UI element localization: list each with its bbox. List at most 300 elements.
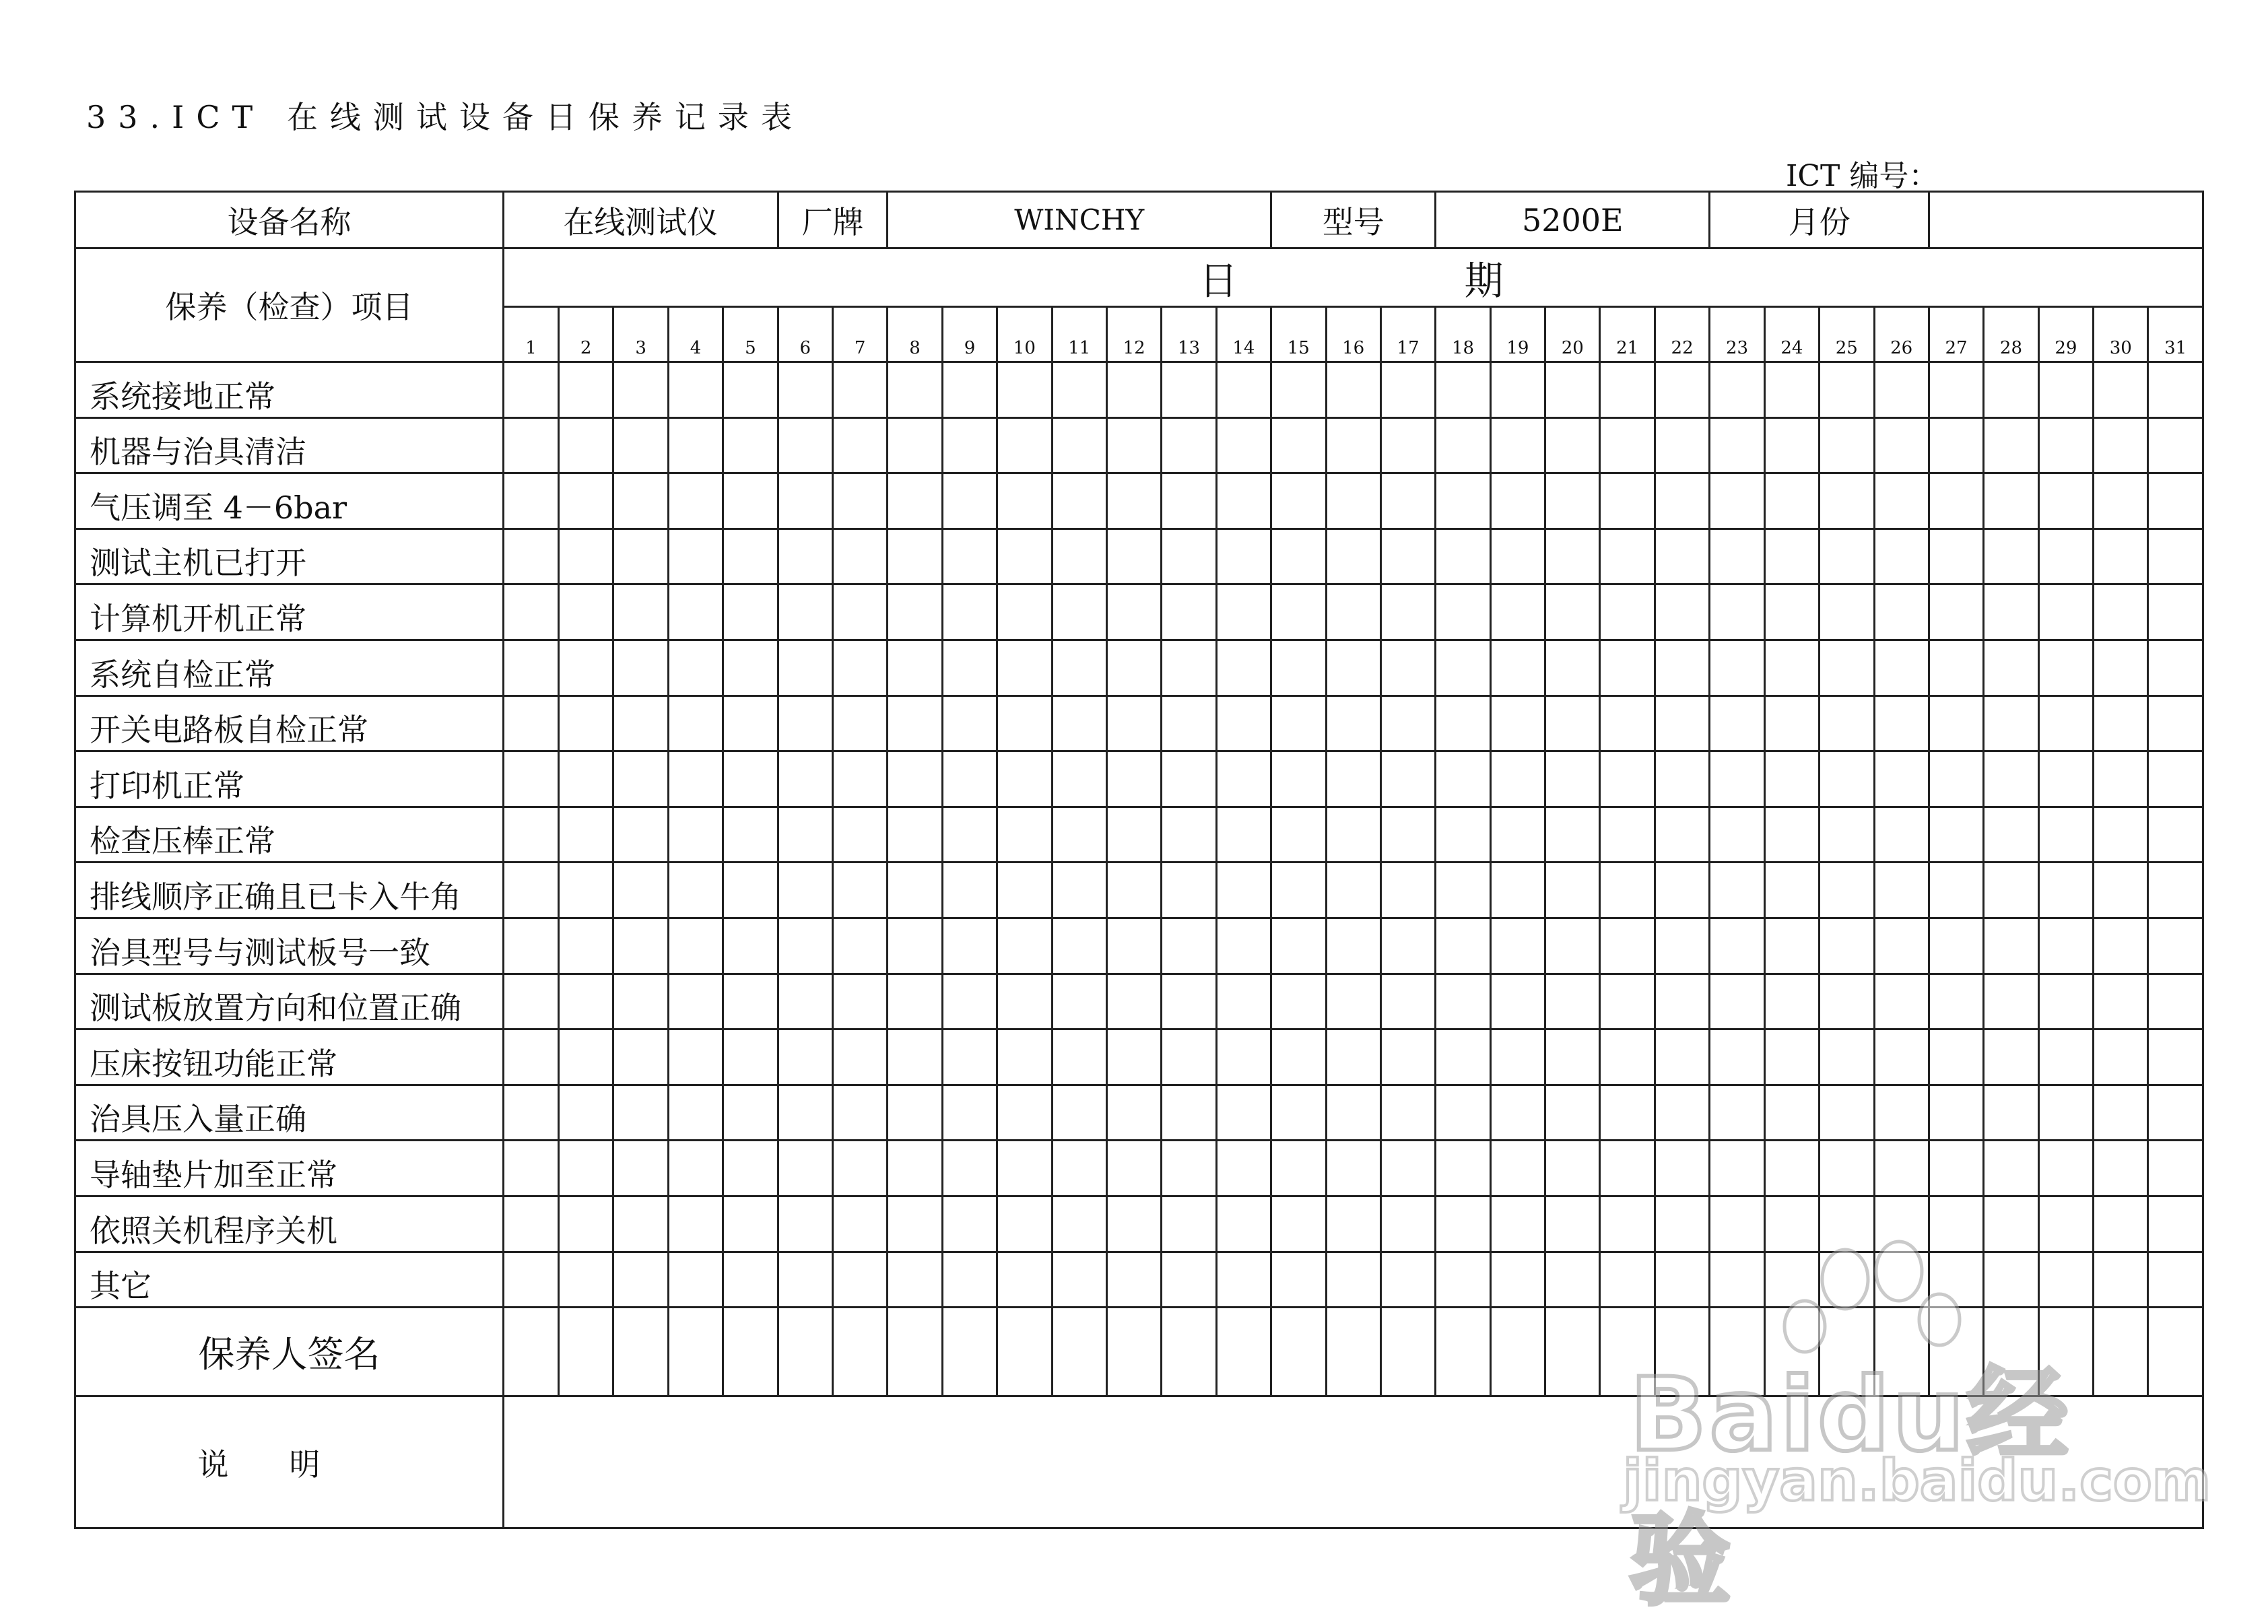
check-cell[interactable] xyxy=(1490,473,1545,529)
check-cell[interactable] xyxy=(1874,974,1929,1029)
check-cell[interactable] xyxy=(1052,1252,1106,1308)
check-cell[interactable] xyxy=(997,751,1052,807)
check-cell[interactable] xyxy=(723,529,778,584)
check-cell[interactable] xyxy=(1820,1085,1874,1141)
check-cell[interactable] xyxy=(504,1085,559,1141)
check-cell[interactable] xyxy=(723,584,778,640)
check-cell[interactable] xyxy=(1106,862,1161,918)
check-cell[interactable] xyxy=(2094,584,2148,640)
check-cell[interactable] xyxy=(668,751,723,807)
signature-cell[interactable] xyxy=(1600,1308,1655,1396)
signature-cell[interactable] xyxy=(888,1308,942,1396)
check-cell[interactable] xyxy=(1326,1141,1380,1196)
check-cell[interactable] xyxy=(1052,1196,1106,1252)
check-cell[interactable] xyxy=(1271,1085,1326,1141)
check-cell[interactable] xyxy=(1929,1029,1983,1085)
check-cell[interactable] xyxy=(504,1141,559,1196)
check-cell[interactable] xyxy=(613,862,668,918)
check-cell[interactable] xyxy=(1655,640,1709,696)
check-cell[interactable] xyxy=(1162,696,1216,751)
check-cell[interactable] xyxy=(2038,1141,2093,1196)
check-cell[interactable] xyxy=(1764,1196,1819,1252)
check-cell[interactable] xyxy=(778,640,832,696)
check-cell[interactable] xyxy=(1984,640,2038,696)
check-cell[interactable] xyxy=(1162,1029,1216,1085)
check-cell[interactable] xyxy=(832,362,887,418)
check-cell[interactable] xyxy=(1600,1196,1655,1252)
check-cell[interactable] xyxy=(504,807,559,862)
check-cell[interactable] xyxy=(1380,584,1435,640)
check-cell[interactable] xyxy=(1820,751,1874,807)
check-cell[interactable] xyxy=(1984,696,2038,751)
check-cell[interactable] xyxy=(1710,696,1764,751)
check-cell[interactable] xyxy=(1436,974,1490,1029)
signature-cell[interactable] xyxy=(1929,1308,1983,1396)
check-cell[interactable] xyxy=(942,974,997,1029)
check-cell[interactable] xyxy=(1710,1029,1764,1085)
check-cell[interactable] xyxy=(723,974,778,1029)
check-cell[interactable] xyxy=(832,1252,887,1308)
signature-cell[interactable] xyxy=(1655,1308,1709,1396)
check-cell[interactable] xyxy=(2148,1252,2203,1308)
check-cell[interactable] xyxy=(1271,529,1326,584)
check-cell[interactable] xyxy=(1984,417,2038,473)
check-cell[interactable] xyxy=(1655,417,1709,473)
check-cell[interactable] xyxy=(1052,696,1106,751)
check-cell[interactable] xyxy=(1162,1141,1216,1196)
signature-cell[interactable] xyxy=(1436,1308,1490,1396)
check-cell[interactable] xyxy=(1929,807,1983,862)
check-cell[interactable] xyxy=(1655,862,1709,918)
check-cell[interactable] xyxy=(1106,1252,1161,1308)
signature-cell[interactable] xyxy=(723,1308,778,1396)
check-cell[interactable] xyxy=(832,417,887,473)
check-cell[interactable] xyxy=(832,918,887,974)
check-cell[interactable] xyxy=(1436,529,1490,584)
check-cell[interactable] xyxy=(942,696,997,751)
check-cell[interactable] xyxy=(504,529,559,584)
check-cell[interactable] xyxy=(1655,807,1709,862)
check-cell[interactable] xyxy=(1106,529,1161,584)
check-cell[interactable] xyxy=(1162,807,1216,862)
check-cell[interactable] xyxy=(668,584,723,640)
check-cell[interactable] xyxy=(1820,473,1874,529)
check-cell[interactable] xyxy=(832,862,887,918)
signature-cell[interactable] xyxy=(504,1308,559,1396)
check-cell[interactable] xyxy=(1710,1141,1764,1196)
check-cell[interactable] xyxy=(778,696,832,751)
signature-cell[interactable] xyxy=(832,1308,887,1396)
check-cell[interactable] xyxy=(1052,974,1106,1029)
check-cell[interactable] xyxy=(1271,362,1326,418)
check-cell[interactable] xyxy=(1052,807,1106,862)
check-cell[interactable] xyxy=(1380,696,1435,751)
check-cell[interactable] xyxy=(1874,862,1929,918)
check-cell[interactable] xyxy=(723,1085,778,1141)
check-cell[interactable] xyxy=(1874,1085,1929,1141)
check-cell[interactable] xyxy=(613,751,668,807)
signature-cell[interactable] xyxy=(559,1308,613,1396)
check-cell[interactable] xyxy=(1271,974,1326,1029)
check-cell[interactable] xyxy=(1710,1196,1764,1252)
check-cell[interactable] xyxy=(1764,640,1819,696)
check-cell[interactable] xyxy=(942,417,997,473)
check-cell[interactable] xyxy=(1326,862,1380,918)
check-cell[interactable] xyxy=(888,362,942,418)
check-cell[interactable] xyxy=(613,807,668,862)
check-cell[interactable] xyxy=(1106,473,1161,529)
check-cell[interactable] xyxy=(2094,417,2148,473)
check-cell[interactable] xyxy=(1984,1252,2038,1308)
check-cell[interactable] xyxy=(1436,1252,1490,1308)
check-cell[interactable] xyxy=(1710,918,1764,974)
check-cell[interactable] xyxy=(2148,1196,2203,1252)
check-cell[interactable] xyxy=(1162,529,1216,584)
check-cell[interactable] xyxy=(1820,1141,1874,1196)
check-cell[interactable] xyxy=(1545,918,1600,974)
check-cell[interactable] xyxy=(997,1029,1052,1085)
check-cell[interactable] xyxy=(1216,1252,1271,1308)
check-cell[interactable] xyxy=(504,751,559,807)
check-cell[interactable] xyxy=(942,751,997,807)
check-cell[interactable] xyxy=(1271,584,1326,640)
check-cell[interactable] xyxy=(1764,807,1819,862)
check-cell[interactable] xyxy=(1326,473,1380,529)
check-cell[interactable] xyxy=(1162,640,1216,696)
check-cell[interactable] xyxy=(504,362,559,418)
check-cell[interactable] xyxy=(1271,918,1326,974)
check-cell[interactable] xyxy=(888,417,942,473)
check-cell[interactable] xyxy=(613,417,668,473)
check-cell[interactable] xyxy=(2038,751,2093,807)
check-cell[interactable] xyxy=(559,1029,613,1085)
check-cell[interactable] xyxy=(1710,807,1764,862)
signature-cell[interactable] xyxy=(668,1308,723,1396)
check-cell[interactable] xyxy=(888,473,942,529)
check-cell[interactable] xyxy=(1655,1141,1709,1196)
check-cell[interactable] xyxy=(2038,417,2093,473)
check-cell[interactable] xyxy=(1929,696,1983,751)
check-cell[interactable] xyxy=(778,974,832,1029)
check-cell[interactable] xyxy=(1106,1029,1161,1085)
check-cell[interactable] xyxy=(1380,1252,1435,1308)
check-cell[interactable] xyxy=(2148,974,2203,1029)
check-cell[interactable] xyxy=(1600,1141,1655,1196)
check-cell[interactable] xyxy=(1436,1196,1490,1252)
check-cell[interactable] xyxy=(1490,1196,1545,1252)
check-cell[interactable] xyxy=(2038,1085,2093,1141)
check-cell[interactable] xyxy=(1216,918,1271,974)
check-cell[interactable] xyxy=(1764,751,1819,807)
check-cell[interactable] xyxy=(2094,640,2148,696)
check-cell[interactable] xyxy=(888,640,942,696)
check-cell[interactable] xyxy=(1162,918,1216,974)
check-cell[interactable] xyxy=(888,751,942,807)
check-cell[interactable] xyxy=(1984,529,2038,584)
check-cell[interactable] xyxy=(1106,696,1161,751)
check-cell[interactable] xyxy=(1216,417,1271,473)
check-cell[interactable] xyxy=(1874,807,1929,862)
check-cell[interactable] xyxy=(1380,1196,1435,1252)
signature-cell[interactable] xyxy=(1984,1308,2038,1396)
signature-cell[interactable] xyxy=(942,1308,997,1396)
check-cell[interactable] xyxy=(613,1029,668,1085)
check-cell[interactable] xyxy=(778,1196,832,1252)
check-cell[interactable] xyxy=(1820,584,1874,640)
check-cell[interactable] xyxy=(1436,584,1490,640)
check-cell[interactable] xyxy=(723,1029,778,1085)
signature-cell[interactable] xyxy=(1106,1308,1161,1396)
check-cell[interactable] xyxy=(2038,862,2093,918)
check-cell[interactable] xyxy=(2094,974,2148,1029)
check-cell[interactable] xyxy=(942,640,997,696)
check-cell[interactable] xyxy=(1326,974,1380,1029)
check-cell[interactable] xyxy=(1490,417,1545,473)
check-cell[interactable] xyxy=(832,807,887,862)
check-cell[interactable] xyxy=(1162,1085,1216,1141)
check-cell[interactable] xyxy=(2038,807,2093,862)
check-cell[interactable] xyxy=(1874,751,1929,807)
signature-cell[interactable] xyxy=(613,1308,668,1396)
check-cell[interactable] xyxy=(1216,751,1271,807)
check-cell[interactable] xyxy=(668,417,723,473)
check-cell[interactable] xyxy=(1106,918,1161,974)
check-cell[interactable] xyxy=(1600,1085,1655,1141)
check-cell[interactable] xyxy=(613,974,668,1029)
check-cell[interactable] xyxy=(997,1141,1052,1196)
check-cell[interactable] xyxy=(1600,1252,1655,1308)
check-cell[interactable] xyxy=(942,1196,997,1252)
check-cell[interactable] xyxy=(1710,1085,1764,1141)
check-cell[interactable] xyxy=(778,918,832,974)
check-cell[interactable] xyxy=(1162,473,1216,529)
check-cell[interactable] xyxy=(1490,584,1545,640)
check-cell[interactable] xyxy=(1490,918,1545,974)
check-cell[interactable] xyxy=(888,529,942,584)
check-cell[interactable] xyxy=(1655,696,1709,751)
check-cell[interactable] xyxy=(559,1196,613,1252)
check-cell[interactable] xyxy=(1326,918,1380,974)
check-cell[interactable] xyxy=(613,1141,668,1196)
check-cell[interactable] xyxy=(2148,640,2203,696)
check-cell[interactable] xyxy=(1764,473,1819,529)
check-cell[interactable] xyxy=(1380,807,1435,862)
check-cell[interactable] xyxy=(2038,584,2093,640)
check-cell[interactable] xyxy=(1052,473,1106,529)
check-cell[interactable] xyxy=(1052,751,1106,807)
check-cell[interactable] xyxy=(1874,473,1929,529)
signature-cell[interactable] xyxy=(1052,1308,1106,1396)
check-cell[interactable] xyxy=(504,918,559,974)
check-cell[interactable] xyxy=(1216,473,1271,529)
check-cell[interactable] xyxy=(1929,529,1983,584)
check-cell[interactable] xyxy=(1380,918,1435,974)
check-cell[interactable] xyxy=(613,640,668,696)
check-cell[interactable] xyxy=(1380,1029,1435,1085)
check-cell[interactable] xyxy=(1710,751,1764,807)
check-cell[interactable] xyxy=(2038,918,2093,974)
check-cell[interactable] xyxy=(778,807,832,862)
check-cell[interactable] xyxy=(1929,640,1983,696)
check-cell[interactable] xyxy=(1545,640,1600,696)
check-cell[interactable] xyxy=(1710,974,1764,1029)
check-cell[interactable] xyxy=(723,1141,778,1196)
check-cell[interactable] xyxy=(613,1196,668,1252)
check-cell[interactable] xyxy=(613,584,668,640)
check-cell[interactable] xyxy=(1271,1252,1326,1308)
check-cell[interactable] xyxy=(888,1196,942,1252)
check-cell[interactable] xyxy=(888,807,942,862)
check-cell[interactable] xyxy=(504,584,559,640)
check-cell[interactable] xyxy=(1820,529,1874,584)
check-cell[interactable] xyxy=(832,584,887,640)
check-cell[interactable] xyxy=(1380,862,1435,918)
check-cell[interactable] xyxy=(1545,1085,1600,1141)
check-cell[interactable] xyxy=(1655,1252,1709,1308)
check-cell[interactable] xyxy=(1106,751,1161,807)
check-cell[interactable] xyxy=(1436,473,1490,529)
signature-cell[interactable] xyxy=(2148,1308,2203,1396)
check-cell[interactable] xyxy=(997,807,1052,862)
check-cell[interactable] xyxy=(1545,974,1600,1029)
check-cell[interactable] xyxy=(832,1085,887,1141)
check-cell[interactable] xyxy=(1162,417,1216,473)
check-cell[interactable] xyxy=(1216,1029,1271,1085)
signature-cell[interactable] xyxy=(1545,1308,1600,1396)
check-cell[interactable] xyxy=(1764,1029,1819,1085)
check-cell[interactable] xyxy=(888,862,942,918)
check-cell[interactable] xyxy=(1326,751,1380,807)
check-cell[interactable] xyxy=(1600,696,1655,751)
check-cell[interactable] xyxy=(997,974,1052,1029)
check-cell[interactable] xyxy=(1984,974,2038,1029)
signature-cell[interactable] xyxy=(1216,1308,1271,1396)
check-cell[interactable] xyxy=(1106,974,1161,1029)
check-cell[interactable] xyxy=(1271,640,1326,696)
check-cell[interactable] xyxy=(997,1252,1052,1308)
check-cell[interactable] xyxy=(1380,1141,1435,1196)
check-cell[interactable] xyxy=(1874,696,1929,751)
check-cell[interactable] xyxy=(668,529,723,584)
check-cell[interactable] xyxy=(1710,862,1764,918)
check-cell[interactable] xyxy=(1436,1141,1490,1196)
check-cell[interactable] xyxy=(1600,1029,1655,1085)
check-cell[interactable] xyxy=(613,473,668,529)
check-cell[interactable] xyxy=(997,529,1052,584)
signature-cell[interactable] xyxy=(1326,1308,1380,1396)
signature-cell[interactable] xyxy=(778,1308,832,1396)
check-cell[interactable] xyxy=(1874,918,1929,974)
check-cell[interactable] xyxy=(832,473,887,529)
check-cell[interactable] xyxy=(1490,640,1545,696)
signature-cell[interactable] xyxy=(1271,1308,1326,1396)
check-cell[interactable] xyxy=(1874,640,1929,696)
check-cell[interactable] xyxy=(1271,417,1326,473)
check-cell[interactable] xyxy=(1820,974,1874,1029)
check-cell[interactable] xyxy=(1655,529,1709,584)
check-cell[interactable] xyxy=(832,1029,887,1085)
check-cell[interactable] xyxy=(1436,751,1490,807)
check-cell[interactable] xyxy=(1216,529,1271,584)
check-cell[interactable] xyxy=(1271,1196,1326,1252)
check-cell[interactable] xyxy=(1216,807,1271,862)
check-cell[interactable] xyxy=(1162,751,1216,807)
check-cell[interactable] xyxy=(559,862,613,918)
check-cell[interactable] xyxy=(1216,974,1271,1029)
check-cell[interactable] xyxy=(1380,362,1435,418)
check-cell[interactable] xyxy=(1655,918,1709,974)
check-cell[interactable] xyxy=(1764,417,1819,473)
signature-cell[interactable] xyxy=(1490,1308,1545,1396)
check-cell[interactable] xyxy=(1490,807,1545,862)
check-cell[interactable] xyxy=(2094,1029,2148,1085)
check-cell[interactable] xyxy=(723,640,778,696)
check-cell[interactable] xyxy=(723,362,778,418)
check-cell[interactable] xyxy=(2038,1252,2093,1308)
check-cell[interactable] xyxy=(1326,640,1380,696)
check-cell[interactable] xyxy=(559,1252,613,1308)
check-cell[interactable] xyxy=(1600,417,1655,473)
check-cell[interactable] xyxy=(2148,362,2203,418)
check-cell[interactable] xyxy=(778,862,832,918)
check-cell[interactable] xyxy=(1600,918,1655,974)
check-cell[interactable] xyxy=(888,1085,942,1141)
check-cell[interactable] xyxy=(1929,862,1983,918)
check-cell[interactable] xyxy=(1874,529,1929,584)
check-cell[interactable] xyxy=(888,918,942,974)
check-cell[interactable] xyxy=(1436,918,1490,974)
check-cell[interactable] xyxy=(1052,862,1106,918)
check-cell[interactable] xyxy=(1326,529,1380,584)
check-cell[interactable] xyxy=(1655,751,1709,807)
check-cell[interactable] xyxy=(668,1141,723,1196)
check-cell[interactable] xyxy=(1545,417,1600,473)
check-cell[interactable] xyxy=(723,696,778,751)
check-cell[interactable] xyxy=(1162,1252,1216,1308)
check-cell[interactable] xyxy=(1600,473,1655,529)
month-value[interactable] xyxy=(1929,192,2203,248)
check-cell[interactable] xyxy=(942,584,997,640)
check-cell[interactable] xyxy=(723,751,778,807)
check-cell[interactable] xyxy=(888,974,942,1029)
check-cell[interactable] xyxy=(1380,473,1435,529)
check-cell[interactable] xyxy=(613,696,668,751)
check-cell[interactable] xyxy=(723,918,778,974)
check-cell[interactable] xyxy=(2148,751,2203,807)
check-cell[interactable] xyxy=(1106,1196,1161,1252)
check-cell[interactable] xyxy=(1326,807,1380,862)
check-cell[interactable] xyxy=(1820,696,1874,751)
check-cell[interactable] xyxy=(1820,862,1874,918)
check-cell[interactable] xyxy=(997,640,1052,696)
check-cell[interactable] xyxy=(778,473,832,529)
check-cell[interactable] xyxy=(1655,1085,1709,1141)
check-cell[interactable] xyxy=(1984,1085,2038,1141)
check-cell[interactable] xyxy=(1490,1029,1545,1085)
check-cell[interactable] xyxy=(1216,1141,1271,1196)
check-cell[interactable] xyxy=(2038,529,2093,584)
notes-field[interactable] xyxy=(504,1396,2203,1528)
check-cell[interactable] xyxy=(1820,362,1874,418)
check-cell[interactable] xyxy=(1545,473,1600,529)
check-cell[interactable] xyxy=(1052,584,1106,640)
check-cell[interactable] xyxy=(1162,862,1216,918)
check-cell[interactable] xyxy=(1764,1141,1819,1196)
check-cell[interactable] xyxy=(1216,584,1271,640)
check-cell[interactable] xyxy=(1929,1252,1983,1308)
check-cell[interactable] xyxy=(1490,1252,1545,1308)
check-cell[interactable] xyxy=(1984,1029,2038,1085)
